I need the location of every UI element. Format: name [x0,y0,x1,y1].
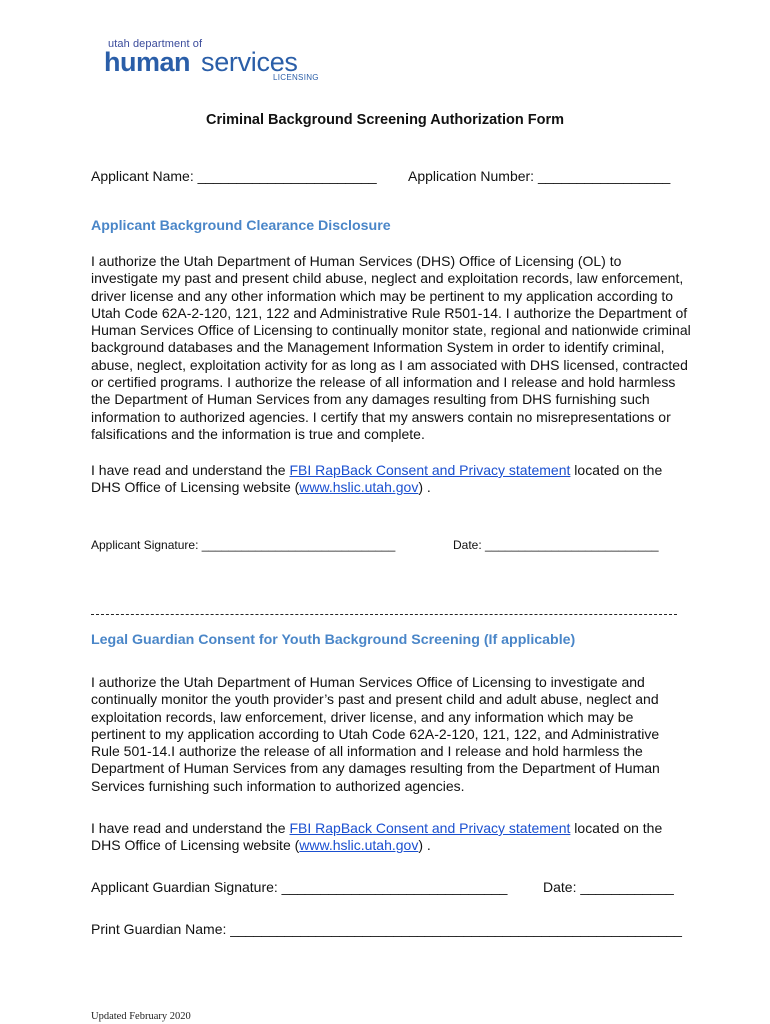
dhs-logo [104,38,334,88]
applicant-disclosure-body: I authorize the Utah Department of Human Services (DHS) Office of Licensing (OL) to investigate my past and present child abuse, neglect and exploitation records, law enforcement, driver license and any other information which may be pertinent to my application according to Utah Code 62A-2-120, 121, 122 and Administrative Rule R501-14. I authorize the Department of Human Services Office of Licensing to continually monitor state, regional and nationwide criminal background databases and the Management Information System in order to identify criminal, abuse, neglect, exploitation activity for as long as I am associated with DHS licensed, contracted or certified programs. I authorize the release of all information and I release and hold harmless the Department of Human Services from any damages resulting from DHS furnishing such information to authorized agencies. I certify that my answers contain no misrepresentations or falsifications and the information is true and complete. [91,253,691,442]
consent-text-pre: I have read and understand the [91,462,290,478]
logo-word-human: human [104,47,191,77]
guardian-signature-field[interactable]: Applicant Guardian Signature: _____________________________ [91,879,508,895]
application-number-field[interactable]: Application Number: _________________ [408,168,671,184]
applicant-disclosure-text [91,253,691,443]
logo-word-services: services [201,47,298,77]
applicant-name-field[interactable]: Applicant Name: _______________________ [91,168,377,184]
fbi-rapback-link[interactable]: FBI RapBack Consent and Privacy statement [289,462,571,478]
guardian-consent-body: I authorize the Utah Department of Human Services Office of Licensing to investigate and continually monitor the youth provider’s past and present child and adult abuse, neglect and exploitation records, law enforcement, driver license, and any information which may be pertinent to my application according to Utah Code 62A-2-120, 121, 122, and Administrative Rule 501-14.I authorize the release of all information and I release and hold harmless the Department of Human Services from any damages resulting from the Department of Human Services furnishing such information to authorized agencies. [91,674,660,794]
guardian-consent-text-mid: located on the DHS Office of Licensing website ( [91,820,663,854]
consent-text-post: ) . [418,479,431,496]
section-heading-applicant-disclosure: Applicant Background Clearance Disclosure [91,218,391,234]
section-divider [91,614,677,615]
applicant-date-field[interactable]: Date: __________________________ [453,538,659,552]
section-heading-guardian-consent: Legal Guardian Consent for Youth Background Screening (If applicable) [91,632,576,648]
guardian-consent-text [91,674,691,795]
footer-updated-date: Updated February 2020 [91,1011,191,1022]
guardian-consent-text-post: ) . [418,837,431,854]
guardian-hslic-website-link[interactable]: www.hslic.utah.gov [299,837,419,854]
guardian-date-field[interactable]: Date: ____________ [543,879,674,895]
page-title: Criminal Background Screening Authorization Form [206,112,564,128]
applicant-signature-field[interactable]: Applicant Signature: _____________________________ [91,538,396,552]
guardian-fbi-rapback-link[interactable]: FBI RapBack Consent and Privacy statement [289,820,571,836]
consent-text-mid: located on the DHS Office of Licensing website ( [91,462,663,496]
hslic-website-link[interactable]: www.hslic.utah.gov [299,479,419,496]
logo-sub-licensing: LICENSING [273,73,319,82]
guardian-consent-statement [91,820,691,855]
guardian-consent-text-pre: I have read and understand the [91,820,290,836]
guardian-print-name-field[interactable]: Print Guardian Name: __________________________________________________________ [91,921,682,937]
applicant-consent-statement [91,462,691,497]
logo-top-line: utah department of [108,38,203,50]
